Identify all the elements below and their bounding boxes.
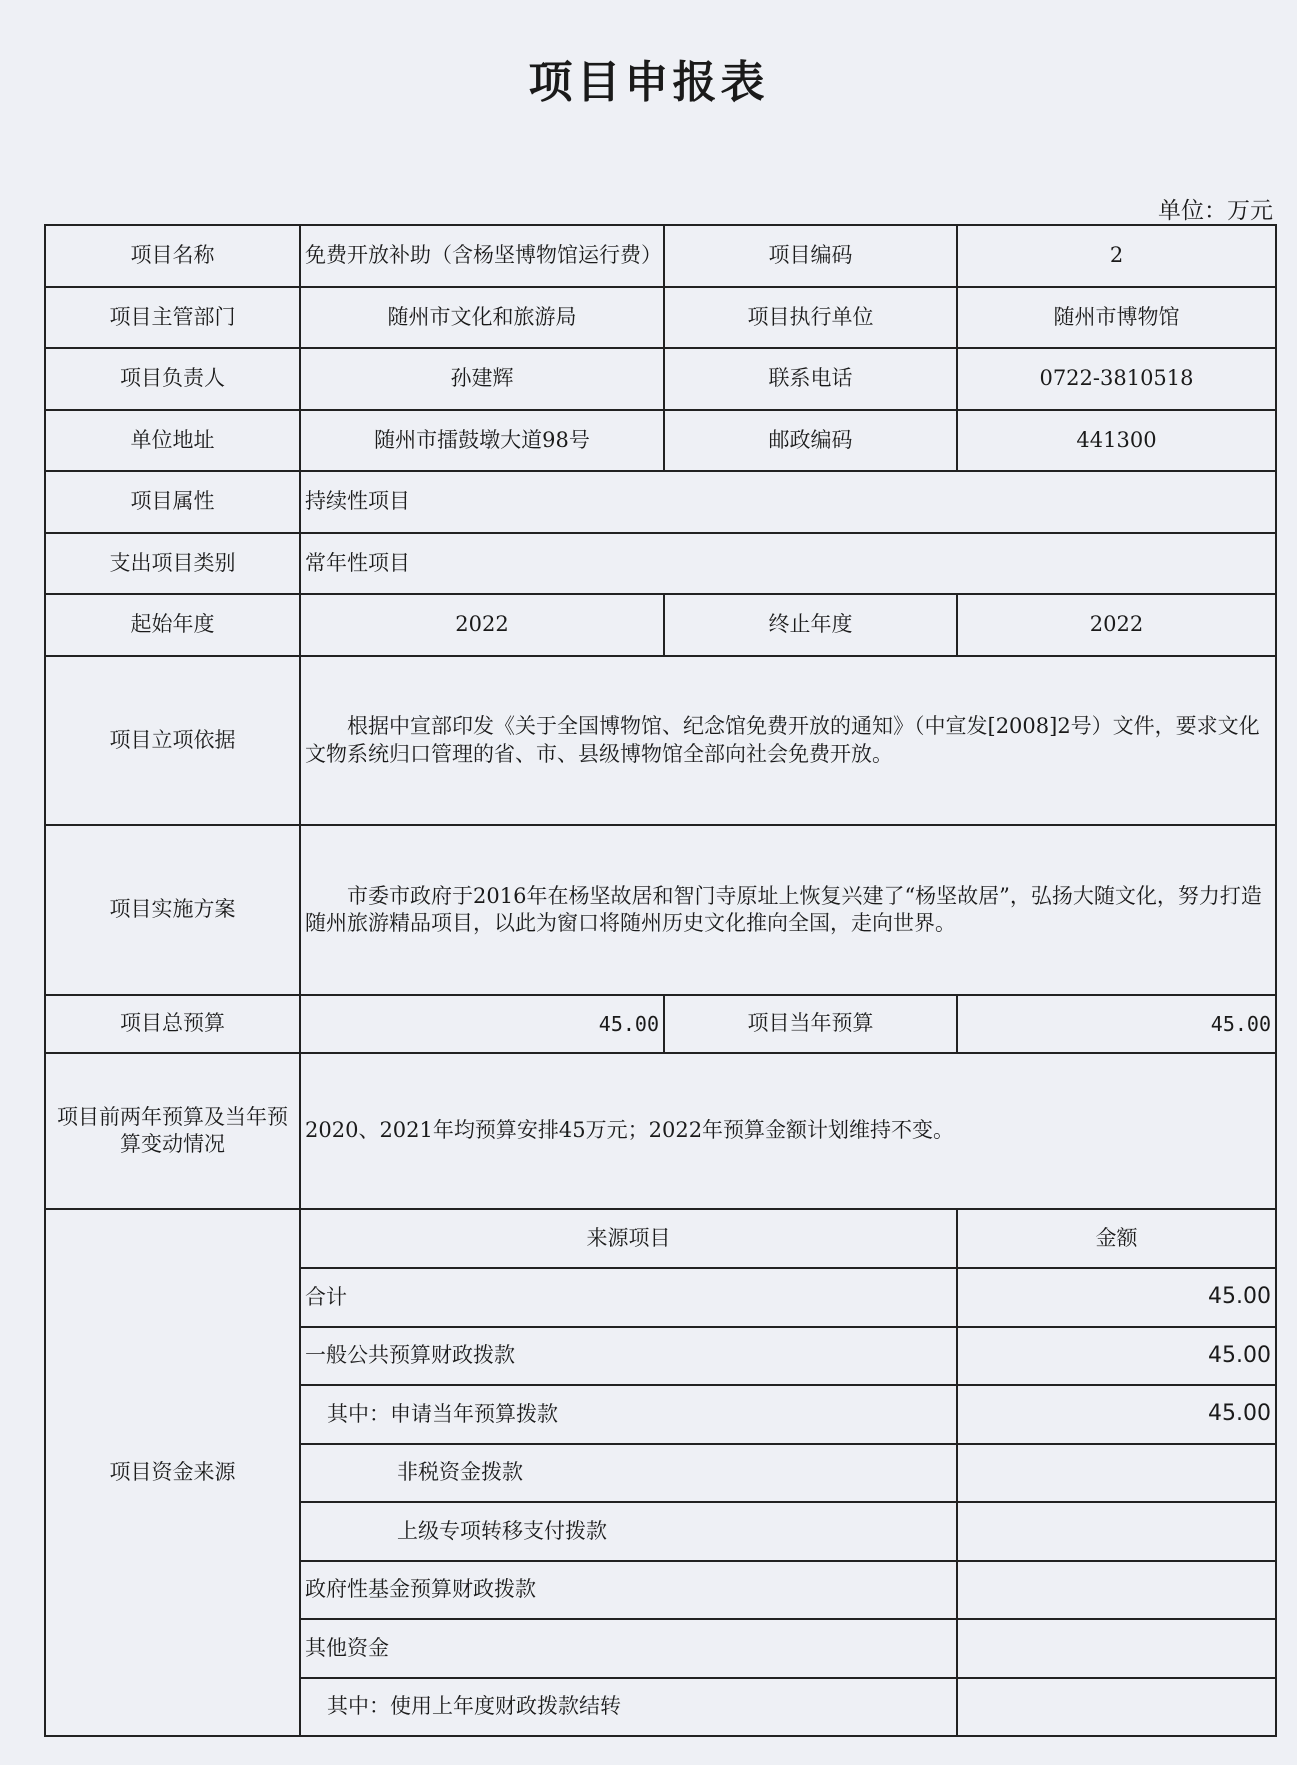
row-years bbox=[45, 594, 1276, 656]
phone-value: 0722-3810518 bbox=[957, 348, 1276, 410]
row-department bbox=[45, 287, 1276, 348]
plan-value: 市委市政府于2016年在杨坚故居和智门寺原址上恢复兴建了“杨坚故居”，弘扬大随文化，努力打造随州旅游精品项目，以此为窗口将随州历史文化推向全国，走向世界。 bbox=[300, 825, 1276, 995]
total-budget-label: 项目总预算 bbox=[45, 995, 300, 1053]
basis-value: 根据中宣部印发《关于全国博物馆、纪念馆免费开放的通知》（中宣发[2008]2号）文件，要求文化文物系统归口管理的省、市、县级博物馆全部向社会免费开放。 bbox=[300, 656, 1276, 825]
unit-label: 单位：万元 bbox=[1158, 198, 1273, 224]
zip-value: 441300 bbox=[957, 410, 1276, 471]
funds-item-name: 一般公共预算财政拨款 bbox=[300, 1327, 957, 1385]
funds-item-amount bbox=[957, 1619, 1276, 1678]
zip-label: 邮政编码 bbox=[664, 410, 957, 471]
start-year-label: 起始年度 bbox=[45, 594, 300, 656]
funds-label: 项目资金来源 bbox=[45, 1209, 300, 1736]
funds-item-amount: 45.00 bbox=[957, 1327, 1276, 1385]
funds-item-amount bbox=[957, 1444, 1276, 1502]
category-value: 常年性项目 bbox=[300, 533, 1276, 594]
exec-unit-label: 项目执行单位 bbox=[664, 287, 957, 348]
funds-item-amount: 45.00 bbox=[957, 1385, 1276, 1444]
address-label: 单位地址 bbox=[45, 410, 300, 471]
row-category bbox=[45, 533, 1276, 594]
project-code-value: 2 bbox=[957, 225, 1276, 287]
leader-value: 孙建辉 bbox=[300, 348, 664, 410]
exec-unit-value: 随州市博物馆 bbox=[957, 287, 1276, 348]
end-year-label: 终止年度 bbox=[664, 594, 957, 656]
budget-change-value: 2020、2021年均预算安排45万元；2022年预算金额计划维持不变。 bbox=[300, 1053, 1276, 1209]
funds-item-name: 其他资金 bbox=[300, 1619, 957, 1678]
dept-label: 项目主管部门 bbox=[45, 287, 300, 348]
budget-change-label: 项目前两年预算及当年预算变动情况 bbox=[45, 1053, 300, 1209]
funds-item-amount bbox=[957, 1561, 1276, 1619]
project-name-label: 项目名称 bbox=[45, 225, 300, 287]
row-budget-change bbox=[45, 1053, 1276, 1209]
funds-item-name: 政府性基金预算财政拨款 bbox=[300, 1561, 957, 1619]
funds-item-amount bbox=[957, 1502, 1276, 1561]
row-budget bbox=[45, 995, 1276, 1053]
funds-header-source: 来源项目 bbox=[300, 1209, 957, 1268]
basis-label: 项目立项依据 bbox=[45, 656, 300, 825]
attribute-value: 持续性项目 bbox=[300, 471, 1276, 533]
start-year-value: 2022 bbox=[300, 594, 664, 656]
project-name-value: 免费开放补助（含杨坚博物馆运行费） bbox=[300, 225, 664, 287]
total-budget-value: 45.00 bbox=[300, 995, 664, 1053]
plan-label: 项目实施方案 bbox=[45, 825, 300, 995]
funds-header-amount: 金额 bbox=[957, 1209, 1276, 1268]
end-year-value: 2022 bbox=[957, 594, 1276, 656]
funds-item-name: 非税资金拨款 bbox=[300, 1444, 957, 1502]
funds-item-name: 合计 bbox=[300, 1268, 957, 1327]
page-title: 项目申报表 bbox=[528, 57, 769, 108]
row-project-name bbox=[45, 225, 1276, 287]
funds-item-name: 其中：使用上年度财政拨款结转 bbox=[300, 1678, 957, 1736]
funds-item-name: 其中：申请当年预算拨款 bbox=[300, 1385, 957, 1444]
leader-label: 项目负责人 bbox=[45, 348, 300, 410]
row-leader bbox=[45, 348, 1276, 410]
row-funds-header bbox=[45, 1209, 1276, 1268]
funds-item-amount: 45.00 bbox=[957, 1268, 1276, 1327]
row-plan bbox=[45, 825, 1276, 995]
dept-value: 随州市文化和旅游局 bbox=[300, 287, 664, 348]
phone-label: 联系电话 bbox=[664, 348, 957, 410]
funds-item-name: 上级专项转移支付拨款 bbox=[300, 1502, 957, 1561]
attribute-label: 项目属性 bbox=[45, 471, 300, 533]
row-attribute bbox=[45, 471, 1276, 533]
project-form-table bbox=[44, 224, 1277, 1737]
year-budget-label: 项目当年预算 bbox=[664, 995, 957, 1053]
category-label: 支出项目类别 bbox=[45, 533, 300, 594]
address-value: 随州市擂鼓墩大道98号 bbox=[300, 410, 664, 471]
year-budget-value: 45.00 bbox=[957, 995, 1276, 1053]
funds-item-amount bbox=[957, 1678, 1276, 1736]
project-code-label: 项目编码 bbox=[664, 225, 957, 287]
row-basis bbox=[45, 656, 1276, 825]
row-address bbox=[45, 410, 1276, 471]
